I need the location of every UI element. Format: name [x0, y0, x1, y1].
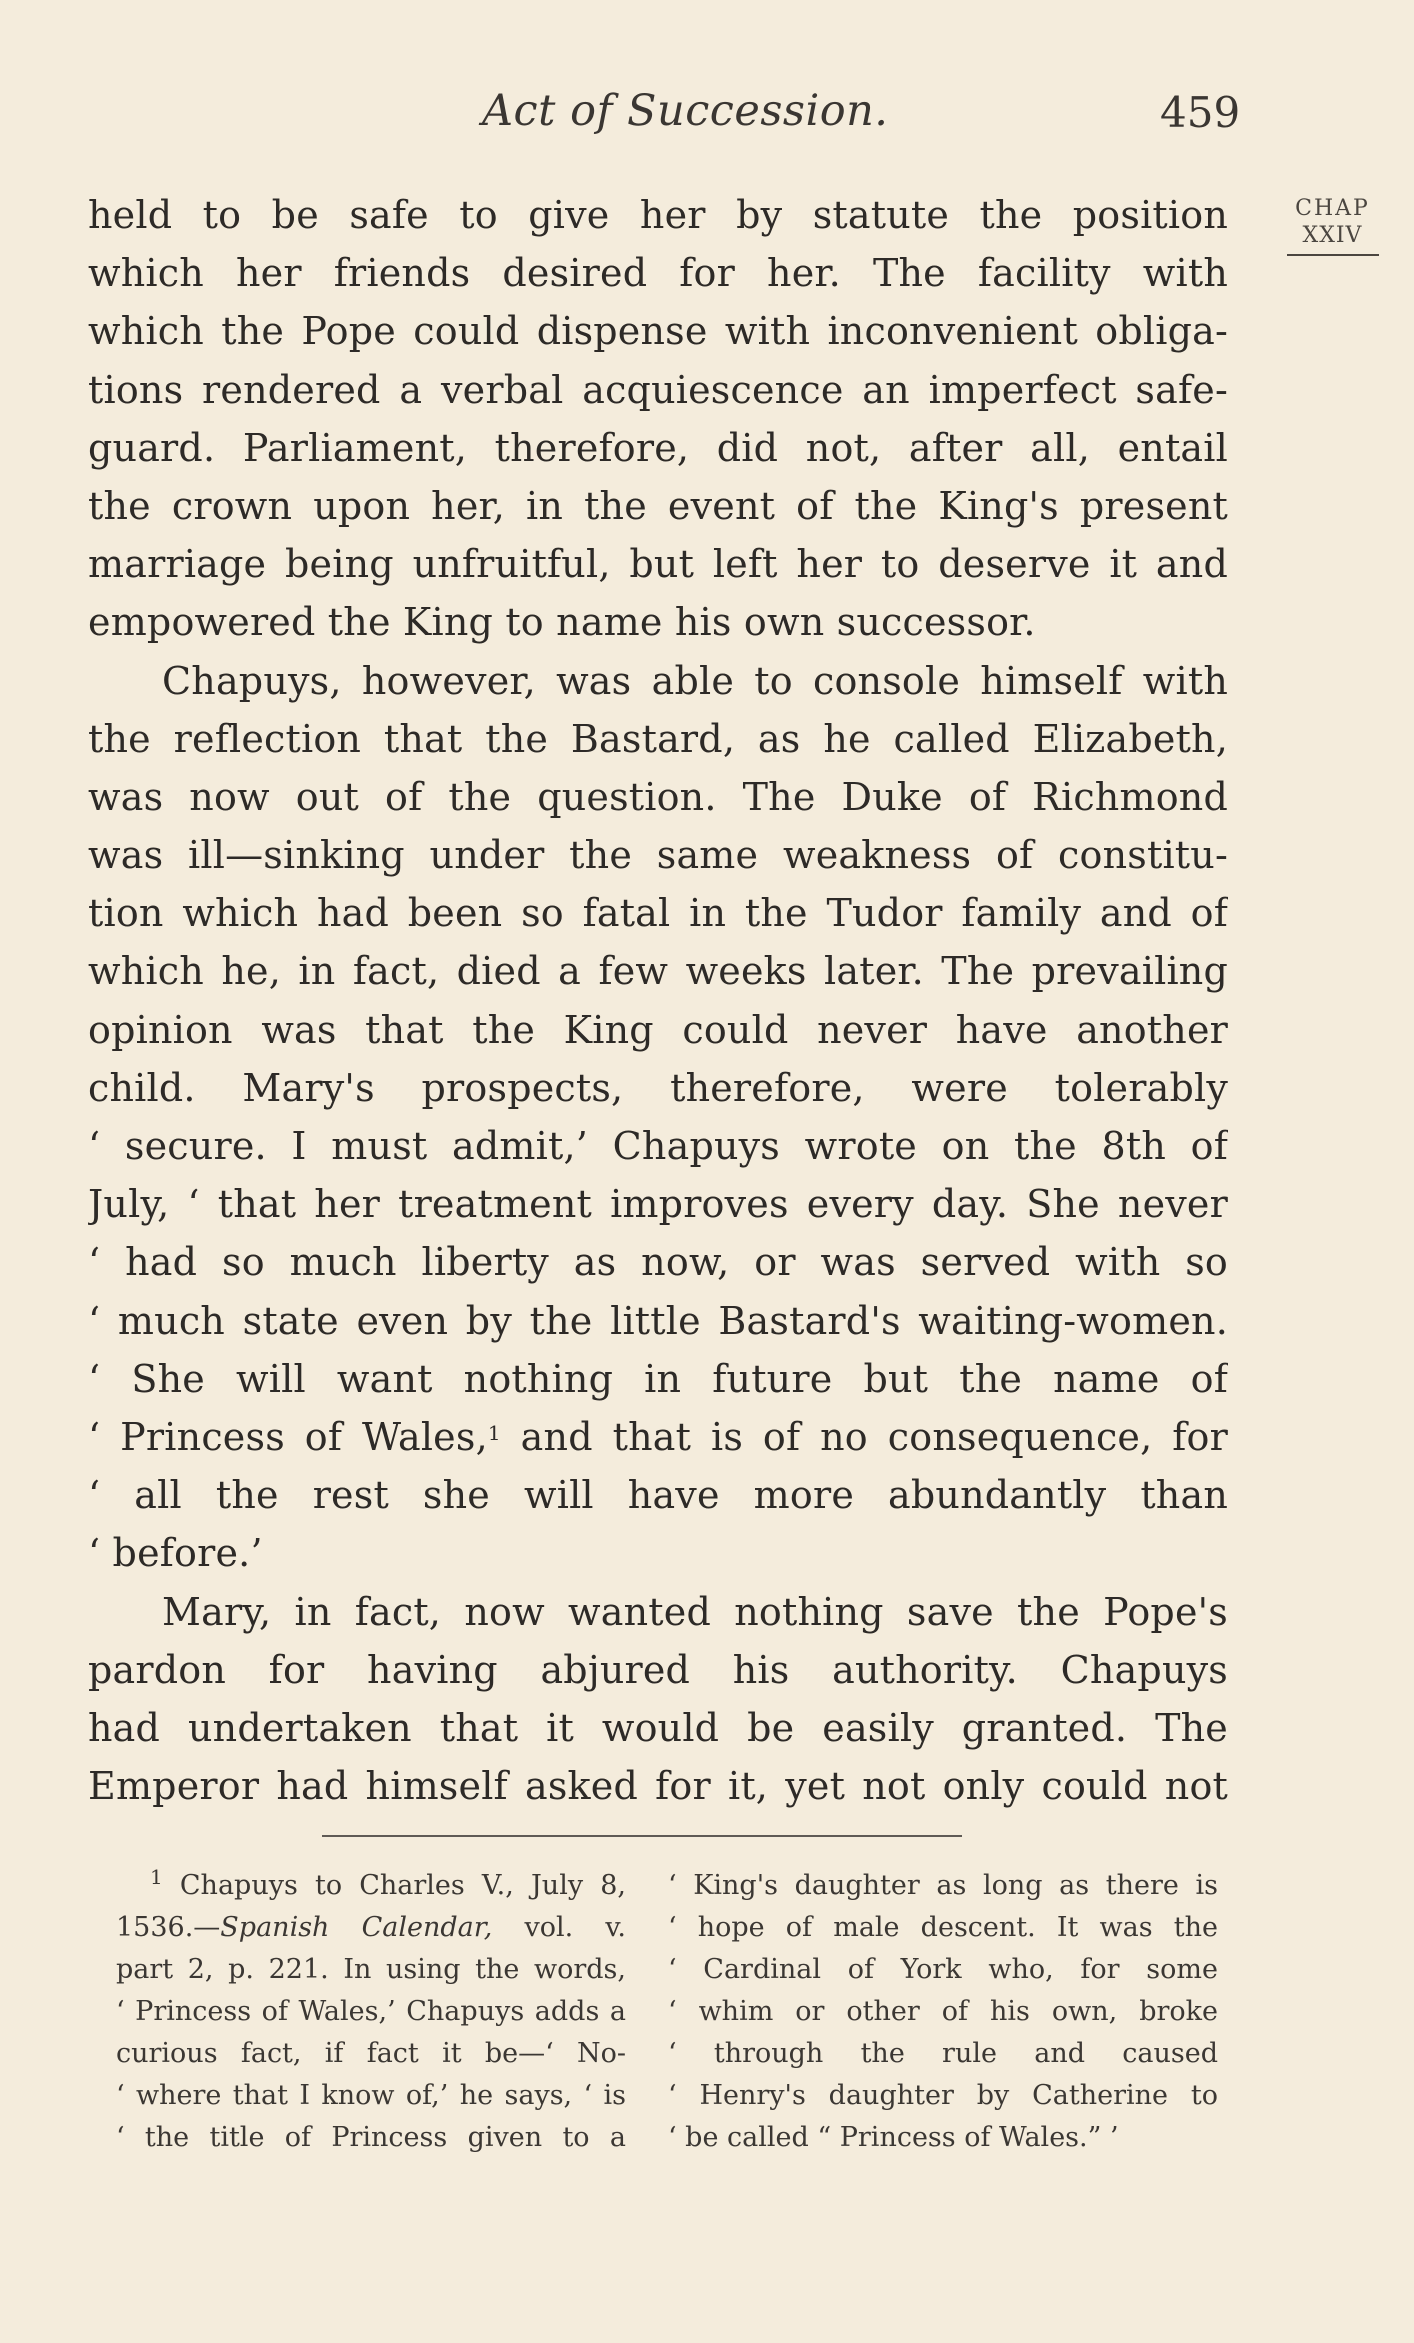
footnote-italic-title: Spanish Calendar, [220, 1912, 493, 1943]
body-line: was now out of the question. The Duke of Richmond [88, 774, 1228, 819]
body-line: guard. Parliament, therefore, did not, after all, entail [88, 425, 1228, 470]
footnote-text: vol. v. [492, 1912, 626, 1943]
footnote-text: Chapuys to Charles V., July 8, [179, 1870, 626, 1901]
footnote-line: part 2, p. 221. In using the words, [116, 1954, 626, 1985]
footnote-column-right [668, 1865, 1218, 2159]
body-text [88, 186, 1228, 1815]
body-line: tion which had been so fatal in the Tudor family and of [88, 891, 1228, 936]
footnote-column-left [116, 1865, 626, 2159]
chapter-number: XXIV [1302, 223, 1363, 248]
body-line-head: ‘ Princess of Wales, [88, 1414, 488, 1459]
body-line: opinion was that the King could never have another [88, 1007, 1228, 1052]
footnote-line: ‘ be called “ Princess of Wales.” ’ [668, 2122, 1119, 2153]
footnote-separator [322, 1835, 962, 1837]
body-line: pardon for having abjured his authority. Chapuys [88, 1647, 1228, 1692]
body-line: ‘ had so much liberty as now, or was served with so [88, 1240, 1228, 1285]
footnote-line: ‘ the title of Princess given to a [116, 2122, 626, 2153]
footnote-line: curious fact, if fact it be—‘ No- [116, 2038, 626, 2069]
footnote-line: ‘ Princess of Wales,’ Chapuys adds a [116, 1996, 626, 2027]
footnote-line: ‘ Henry's daughter by Catherine to [668, 2080, 1218, 2111]
body-line: empowered the King to name his own successor. [88, 600, 1036, 645]
footnote-marker: 1 [150, 1865, 163, 1889]
body-line: tions rendered a verbal acquiescence an imperfect safe- [88, 367, 1228, 412]
running-head-title: Act of Succession. [482, 86, 889, 136]
body-line: ‘ all the rest she will have more abundantly than [88, 1473, 1228, 1518]
body-line: Chapuys, however, was able to console himself with [162, 658, 1228, 703]
body-line: was ill—sinking under the same weakness of constitu- [88, 833, 1228, 878]
body-line: had undertaken that it would be easily granted. The [88, 1705, 1228, 1750]
footnote-text: 1536.— [116, 1912, 221, 1943]
body-line: which the Pope could dispense with inconvenient obliga- [88, 309, 1228, 354]
body-line: ‘ before.’ [88, 1531, 263, 1576]
footnote-line [116, 1865, 626, 1907]
body-line: marriage being unfruitful, but left her to deserve it and [88, 542, 1228, 587]
chapter-margin-note [1280, 196, 1385, 256]
page-number: 459 [1160, 88, 1241, 137]
footnote-line: ‘ where that I know of,’ he says, ‘ is [116, 2080, 626, 2111]
footnote-line: ‘ Cardinal of York who, for some [668, 1954, 1218, 1985]
body-line: Mary, in fact, now wanted nothing save the Pope's [162, 1589, 1228, 1634]
chapter-rule [1287, 254, 1379, 256]
footnote-line [116, 1907, 626, 1949]
footnote-line: ‘ through the rule and caused [668, 2038, 1218, 2069]
footnote-line: ‘ whim or other of his own, broke [668, 1996, 1218, 2027]
body-line: ‘ much state even by the little Bastard's waiting-women. [88, 1298, 1228, 1343]
body-line: child. Mary's prospects, therefore, were tolerably [88, 1065, 1228, 1110]
body-line: ‘ secure. I must admit,’ Chapuys wrote on the 8th of [88, 1124, 1228, 1168]
body-line: ‘ She will want nothing in future but the name of [88, 1356, 1228, 1401]
chapter-label: CHAP [1295, 196, 1370, 221]
body-line-tail: and that is of no consequence, for [500, 1414, 1228, 1459]
footnote-reference[interactable]: 1 [487, 1420, 501, 1445]
footnote-line: ‘ hope of male descent. It was the [668, 1912, 1218, 1943]
footnote-line: ‘ King's daughter as long as there is [668, 1870, 1218, 1901]
body-line: which he, in fact, died a few weeks later. The prevailing [88, 949, 1228, 994]
body-line: held to be safe to give her by statute the position [88, 193, 1228, 237]
body-line: July, ‘ that her treatment improves every day. She never [88, 1182, 1228, 1227]
body-line: which her friends desired for her. The facility with [88, 251, 1228, 296]
body-line-with-footnote-ref [88, 1408, 1228, 1466]
body-line: Emperor had himself asked for it, yet not only could not [88, 1764, 1228, 1809]
body-line: the crown upon her, in the event of the King's present [88, 483, 1228, 528]
body-line: the reflection that the Bastard, as he called Elizabeth, [88, 716, 1228, 761]
